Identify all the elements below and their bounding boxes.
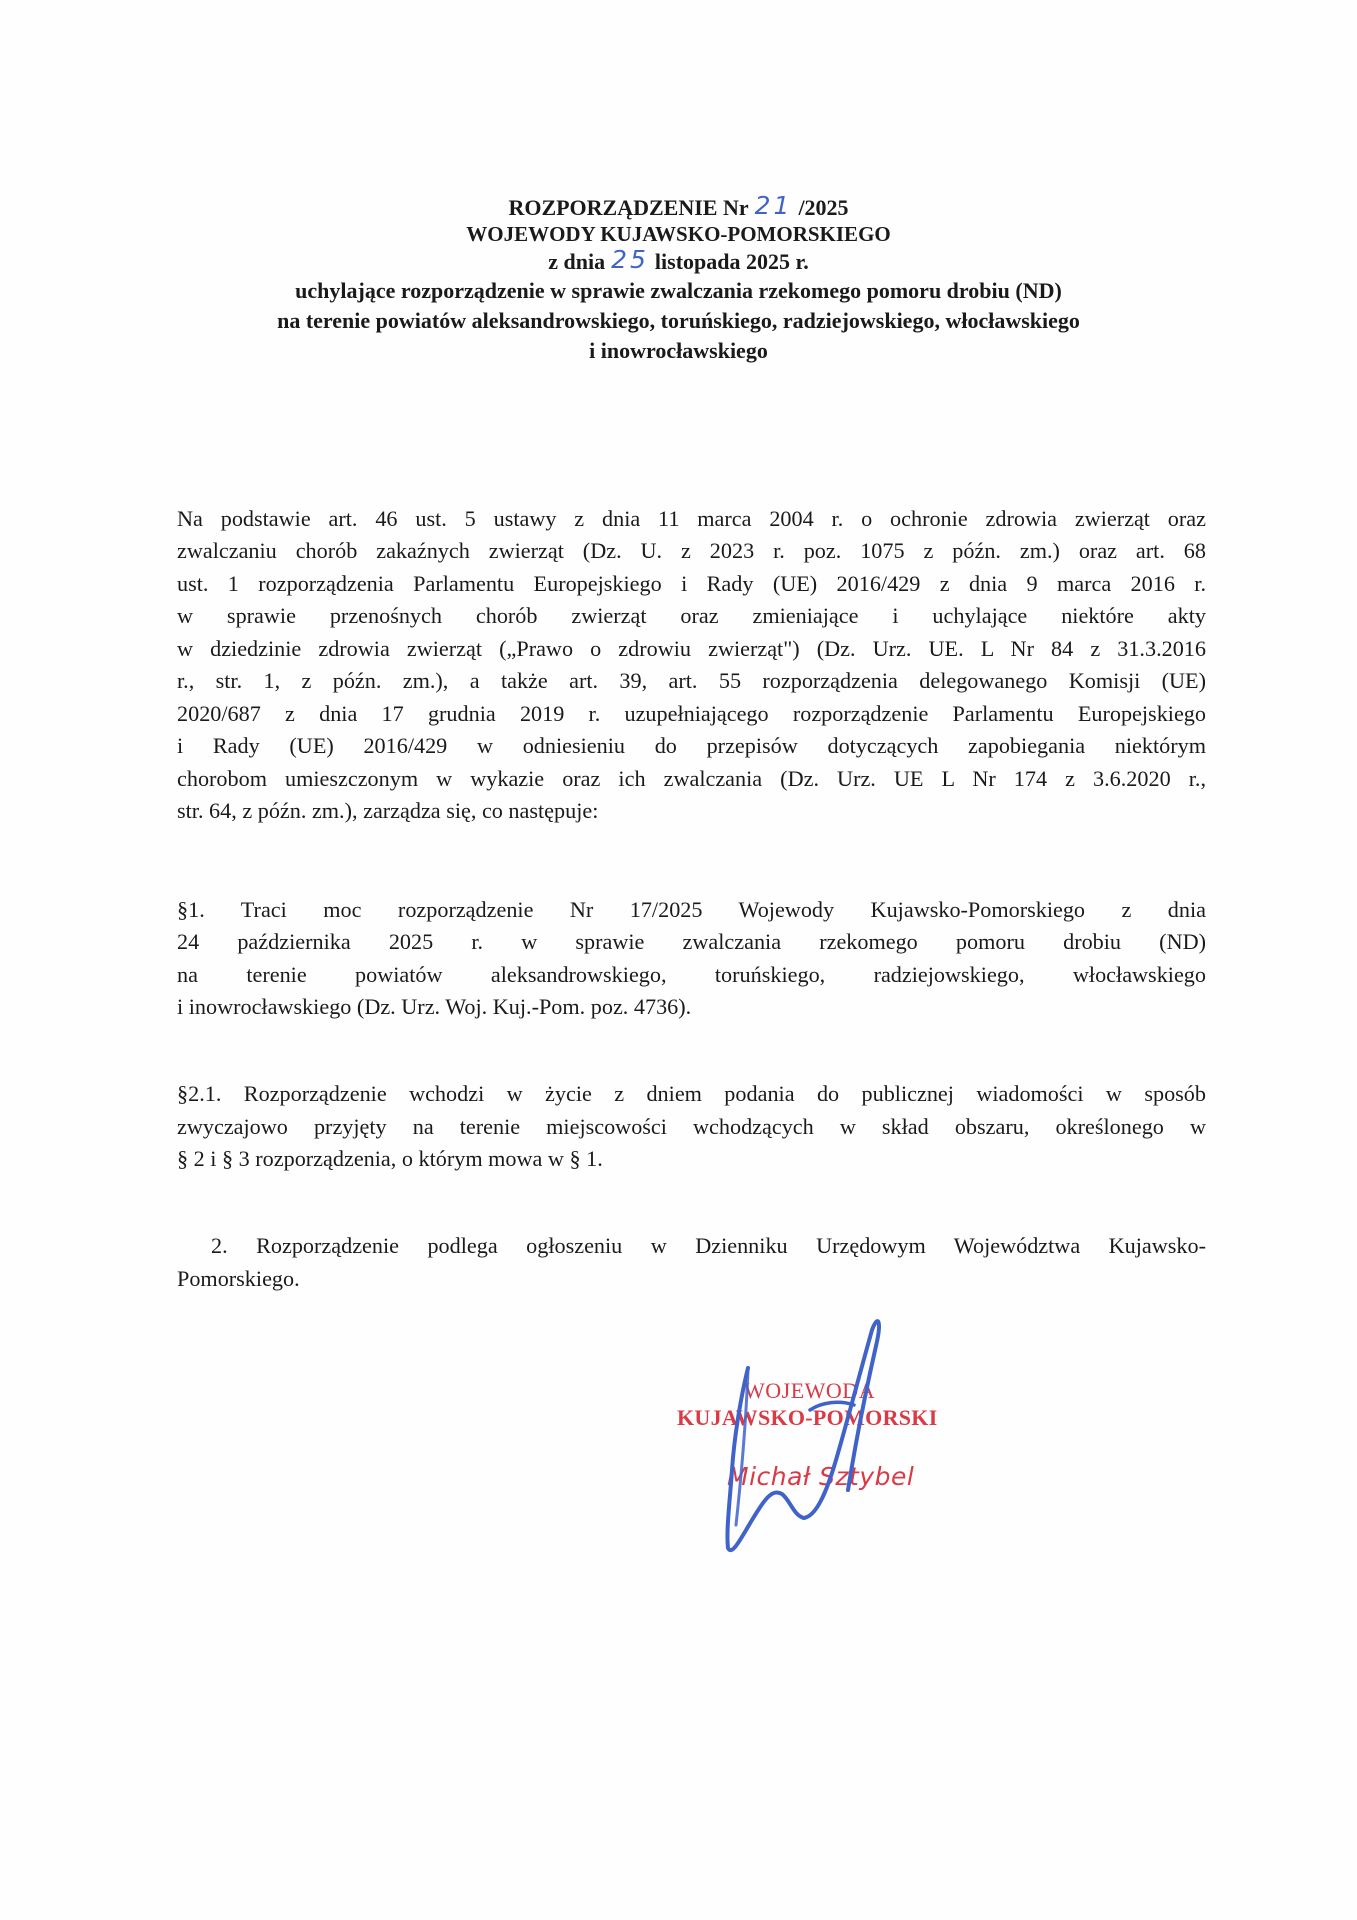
- handwritten-number: 21: [754, 191, 793, 220]
- section-2-1-line: §2.1. Rozporządzenie wchodzi w życie z dniem podania do publicznej wiadomości w sposób: [177, 1081, 1206, 1106]
- preamble-line: ust. 1 rozporządzenia Parlamentu Europejskiego i Rady (UE) 2016/429 z dnia 9 marca 2016 r.: [177, 571, 1206, 596]
- section-2-1-line: § 2 i § 3 rozporządzenia, o którym mowa w § 1.: [177, 1146, 603, 1171]
- stamp-name: Michał Sztybel: [727, 1462, 915, 1491]
- preamble-line: chorobom umieszczonym w wykazie oraz ich zwalczania (Dz. Urz. UE L Nr 174 z 3.6.2020 r.,: [177, 766, 1206, 791]
- preamble-line: zwalczaniu chorób zakaźnych zwierząt (Dz. U. z 2023 r. poz. 1075 z późn. zm.) oraz art. 68: [177, 538, 1206, 563]
- section-2-1-line: zwyczajowo przyjęty na terenie miejscowości wchodzących w skład obszaru, określonego w: [177, 1114, 1206, 1139]
- handwritten-signature-icon: [660, 1310, 1020, 1580]
- section-2-2-line: 2. Rozporządzenie podlega ogłoszeniu w Dzienniku Urzędowym Województwa Kujawsko-: [211, 1233, 1206, 1258]
- preamble-line: str. 64, z późn. zm.), zarządza się, co następuje:: [177, 798, 599, 823]
- section-1-line: §1. Traci moc rozporządzenie Nr 17/2025 Wojewody Kujawsko-Pomorskiego z dnia: [177, 897, 1206, 922]
- date-prefix: z dnia: [548, 249, 606, 274]
- section-1-line: na terenie powiatów aleksandrowskiego, toruńskiego, radziejowskiego, włocławskiego: [177, 962, 1206, 987]
- section-1-line: i inowrocławskiego (Dz. Urz. Woj. Kuj.-Pom. poz. 4736).: [177, 994, 692, 1019]
- section-1-line: 24 października 2025 r. w sprawie zwalczania rzekomego pomoru drobiu (ND): [177, 929, 1206, 954]
- date-suffix: listopada 2025 r.: [654, 249, 809, 274]
- stamp-title: WOJEWODA: [744, 1378, 876, 1403]
- subject-line: na terenie powiatów aleksandrowskiego, toruńskiego, radziejowskiego, włocławskiego: [277, 308, 1080, 333]
- preamble-line: w dziedzinie zdrowia zwierząt („Prawo o zdrowiu zwierząt") (Dz. Urz. UE. L Nr 84 z 31.3.2016: [177, 636, 1206, 661]
- regulation-title: [0, 191, 1357, 221]
- title-suffix: /2025: [798, 195, 849, 220]
- section-2-2-line: Pomorskiego.: [177, 1266, 300, 1291]
- preamble-line: 2020/687 z dnia 17 grudnia 2019 r. uzupełniającego rozporządzenie Parlamentu Europejskiego: [177, 701, 1206, 726]
- stamp-region: KUJAWSKO-POMORSKI: [677, 1405, 938, 1430]
- subject-line: uchylające rozporządzenie w sprawie zwalczania rzekomego pomoru drobiu (ND): [295, 278, 1062, 303]
- regulation-date: [0, 245, 1357, 275]
- official-stamp: [660, 1310, 1020, 1580]
- subject-line: i inowrocławskiego: [589, 338, 768, 363]
- preamble-line: r., str. 1, z późn. zm.), a także art. 39, art. 55 rozporządzenia delegowanego Komisji (UE): [177, 668, 1206, 693]
- preamble-line: i Rady (UE) 2016/429 w odniesieniu do przepisów dotyczących zapobiegania niektórym: [177, 733, 1206, 758]
- issuing-authority: WOJEWODY KUJAWSKO-POMORSKIEGO: [466, 222, 891, 246]
- preamble-line: Na podstawie art. 46 ust. 5 ustawy z dnia 11 marca 2004 r. o ochronie zdrowia zwierząt oraz: [177, 506, 1206, 531]
- preamble-line: w sprawie przenośnych chorób zwierząt oraz zmieniające i uchylające niektóre akty: [177, 603, 1206, 628]
- title-prefix: ROZPORZĄDZENIE Nr: [508, 195, 749, 220]
- handwritten-day: 25: [611, 245, 649, 274]
